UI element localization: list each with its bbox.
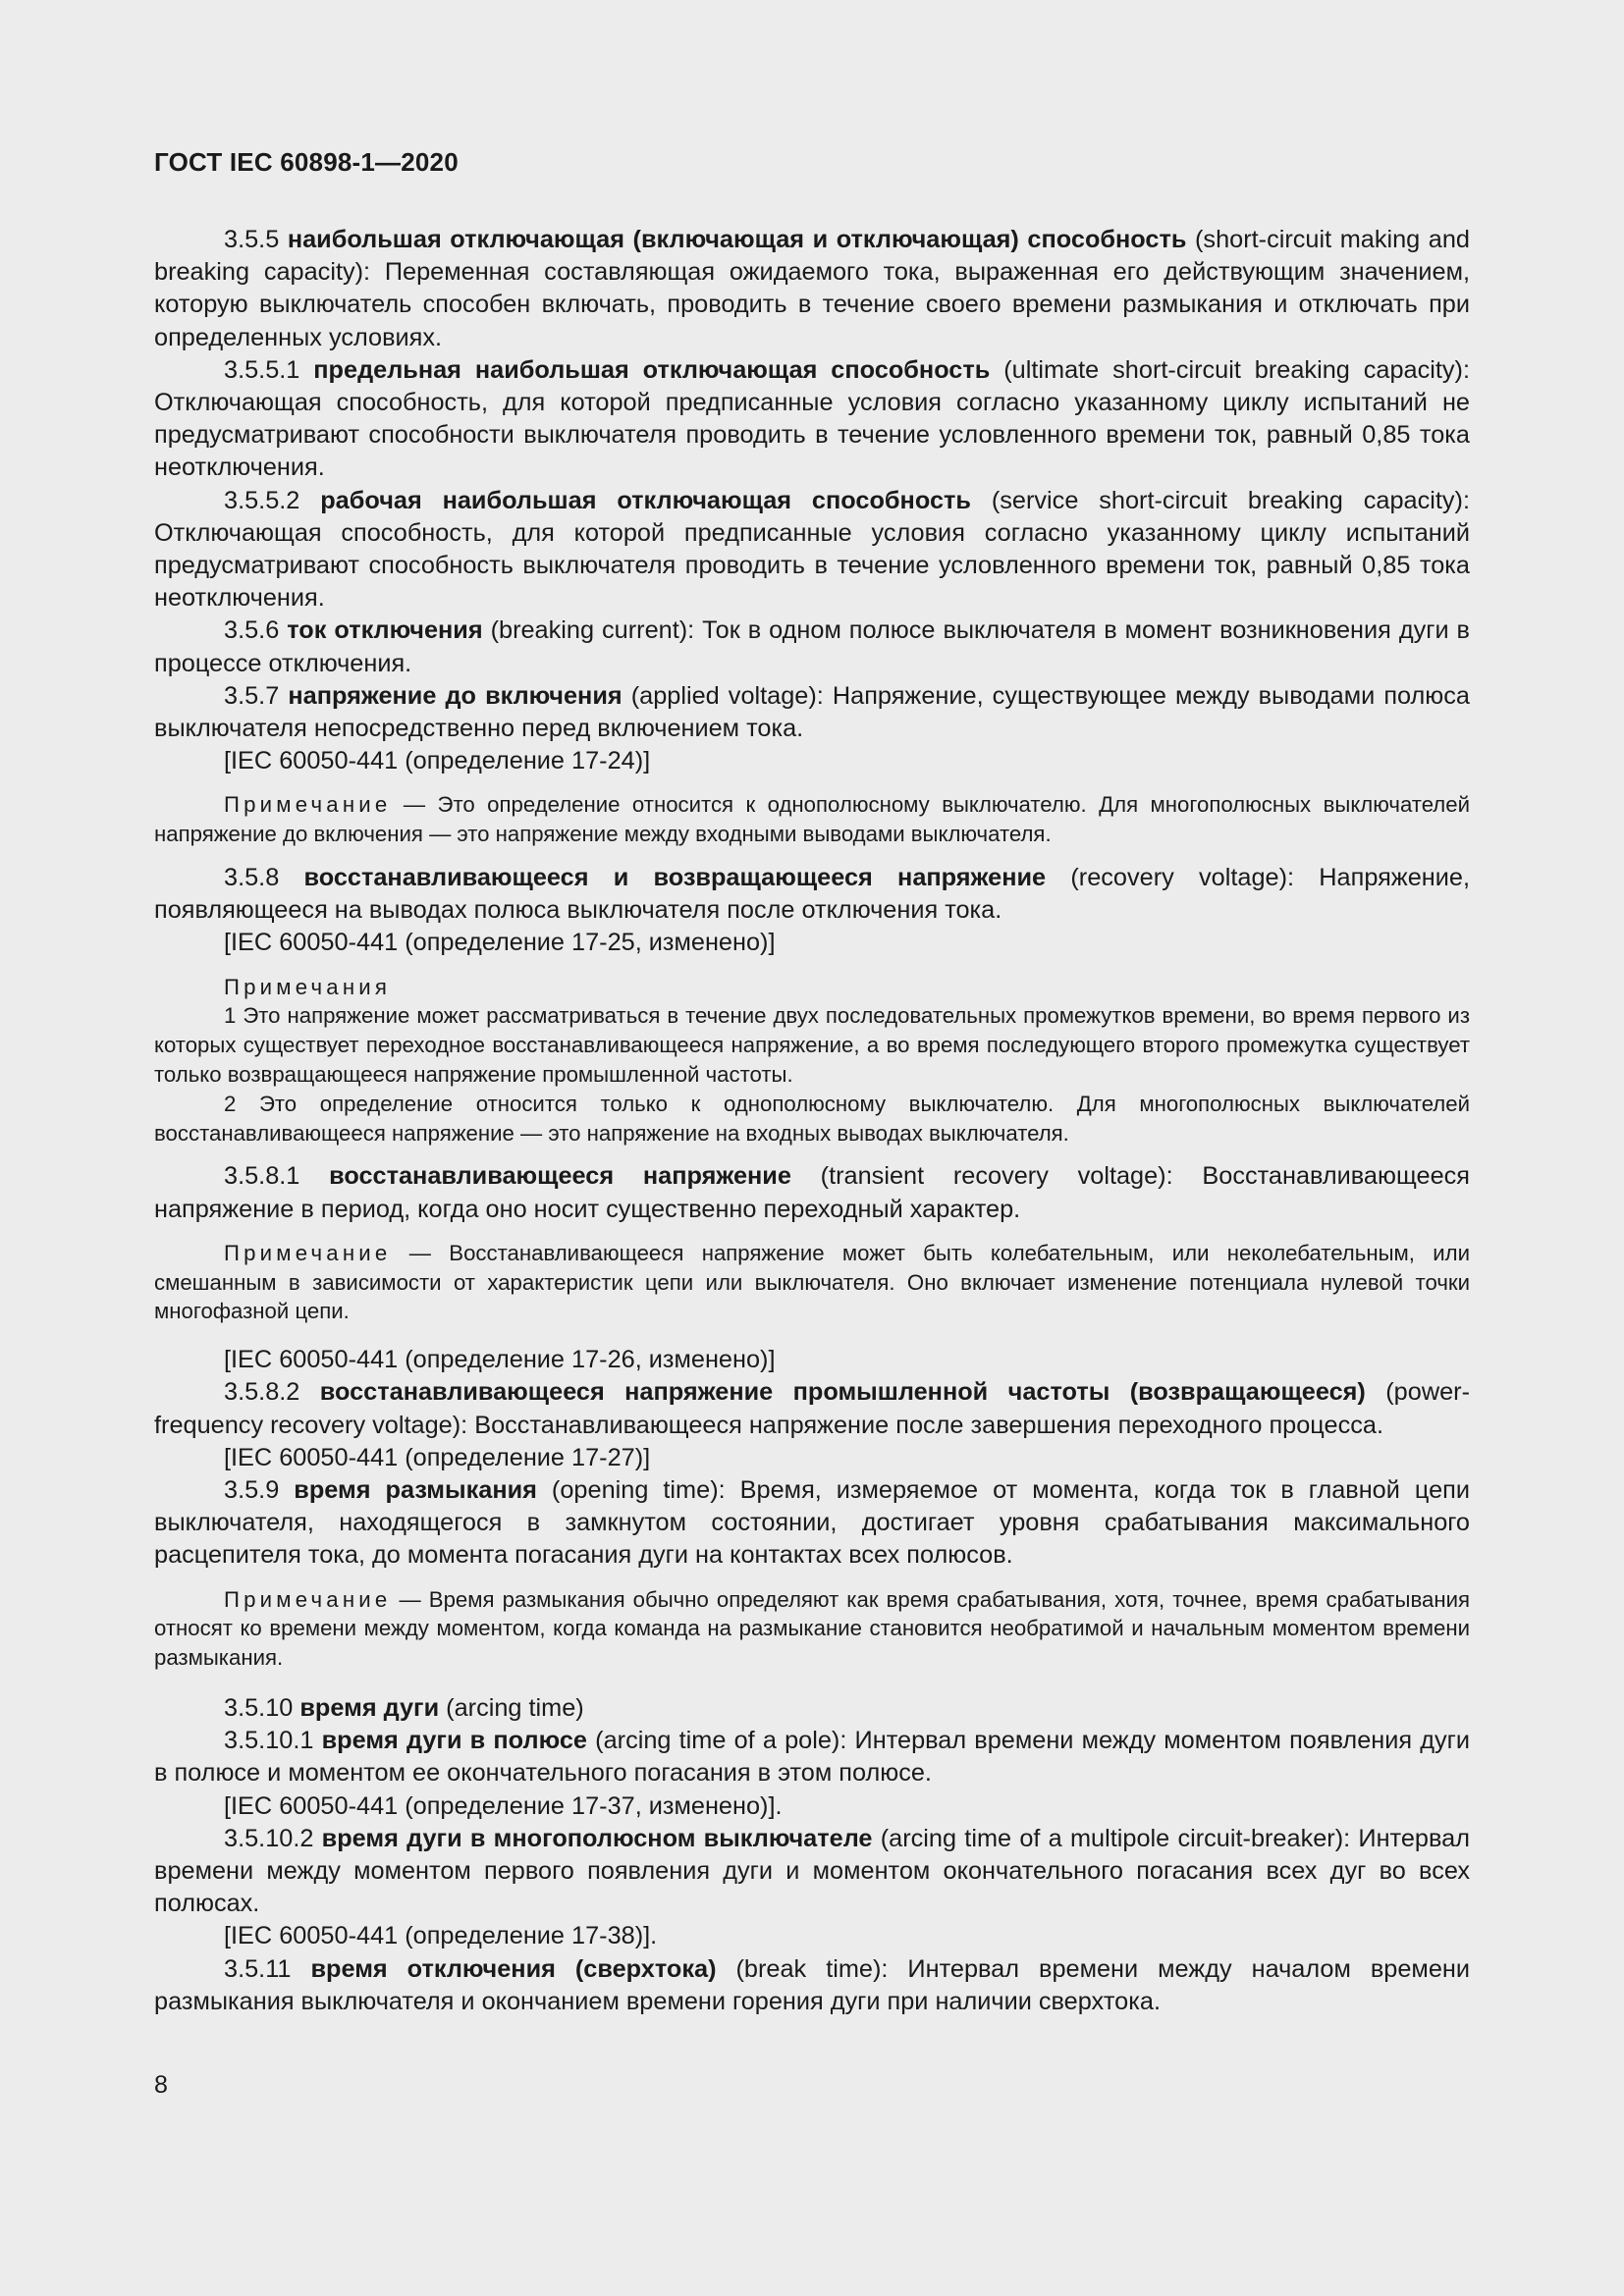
clause-text: (arcing time of a pole): Интервал времени между моментом появления дуги в полюсе и моментом ее окончательного погасания в этом полюсе.: [154, 1727, 1470, 1788]
clause-3-5-5: [154, 224, 1470, 354]
clause-term: рабочая наибольшая отключающая способность: [320, 486, 971, 514]
note: [154, 1239, 1470, 1326]
clause-number: 3.5.6: [224, 616, 288, 645]
clause-text: (arcing time): [439, 1694, 584, 1723]
clause-3-5-5-2: [154, 485, 1470, 615]
clause-text: (applied voltage): Напряжение, существующее между выводами полюса выключателя непосредственно перед включением тока.: [154, 681, 1470, 743]
clause-3-5-10: [154, 1692, 1470, 1725]
reference: [IEC 60050-441 (определение 17-26, изменено)]: [224, 1346, 776, 1374]
clause-text: (recovery voltage): Напряжение, появляющееся на выводах полюса выключателя после отключения тока.: [154, 864, 1470, 925]
notes-heading: [154, 973, 1470, 1002]
note: [154, 790, 1470, 849]
clause-text: (break time): Интервал времени между началом времени размыкания выключателя и окончанием времени горения дуги при наличии сверхтока.: [154, 1954, 1470, 2015]
reference: [IEC 60050-441 (определение 17-25, изменено)]: [224, 929, 776, 957]
clause-term: ток отключения: [287, 616, 483, 645]
clause-term: время дуги в многополюсном выключателе: [321, 1824, 873, 1852]
clause-number: 3.5.10: [224, 1694, 300, 1723]
clause-number: 3.5.8.2: [224, 1378, 320, 1407]
clause-text: (power-frequency recovery voltage): Восстанавливающееся напряжение после завершения переходного процесса.: [154, 1378, 1470, 1439]
clause-3-5-9: [154, 1474, 1470, 1573]
clause-3-5-6: [154, 614, 1470, 679]
clause-term: предельная наибольшая отключающая способность: [313, 355, 991, 384]
note-text: — Восстанавливающееся напряжение может быть колебательным, или неколебательным, или смешанным в зависимости от характеристик цепи или выключателя. Оно включает изменение потенциала нулевой точки многофазной цепи.: [154, 1240, 1470, 1324]
clause-term: наибольшая отключающая (включающая и отключающая) способность: [287, 226, 1187, 253]
clause-3-5-10-1: [154, 1725, 1470, 1789]
note-text: — Время размыкания обычно определяют как время срабатывания, хотя, точнее, время срабатывания относят ко времени между моментом, когда команда на размыкание становится необратимой и начальным моментом времени размыкания.: [154, 1586, 1470, 1671]
reference: [IEC 60050-441 (определение 17-27)]: [224, 1443, 651, 1471]
clause-3-5-11: [154, 1953, 1470, 2018]
clause-text: (transient recovery voltage): Восстанавливающееся напряжение в период, когда оно носит существенно переходный характер.: [154, 1162, 1470, 1223]
page-number: 8: [154, 2071, 168, 2099]
clause-number: 3.5.10.2: [224, 1824, 322, 1852]
clause-text: (short-circuit making and breaking capacity): Переменная составляющая ожидаемого тока, выраженная его действующим значением, которую выключатель способен включать, проводить в течение своего времени размыкания и отключать при определенных условиях.: [154, 226, 1470, 351]
clause-number: 3.5.5.1: [224, 355, 314, 384]
document-header: ГОСТ IEC 60898-1—2020: [154, 147, 459, 177]
note-label: Примечание: [224, 1586, 392, 1612]
clause-3-5-5-1: [154, 354, 1470, 485]
clause-number: 3.5.9: [224, 1476, 295, 1505]
clause-number: 3.5.5.2: [224, 486, 321, 514]
clause-term: напряжение до включения: [288, 681, 623, 710]
clause-number: 3.5.10.1: [224, 1727, 322, 1755]
clause-number: 3.5.8.1: [224, 1162, 330, 1191]
clause-number: 3.5.7: [224, 681, 289, 710]
note-item-2: 2 Это определение относится только к однополюсному выключателю. Для многополюсных выключателей восстанавливающееся напряжение — это напряжение на входных выводах выключателя.: [154, 1091, 1470, 1146]
clause-3-5-7: [154, 680, 1470, 745]
clause-number: 3.5.5: [224, 226, 288, 253]
reference: [IEC 60050-441 (определение 17-38)].: [224, 1922, 658, 1950]
clause-term: время дуги в полюсе: [321, 1727, 587, 1755]
note: [154, 1585, 1470, 1673]
clause-term: время отключения (сверхтока): [310, 1954, 717, 1983]
clause-term: восстанавливающееся и возвращающееся напряжение: [303, 864, 1047, 892]
clause-3-5-8-2: [154, 1376, 1470, 1441]
note-label: Примечания: [224, 974, 392, 999]
note-text: — Это определение относится к однополюсному выключателю. Для многополюсных выключателей напряжение до включения — это напряжение между входными выводами выключателя.: [154, 792, 1470, 847]
note-item-1: 1 Это напряжение может рассматриваться в течение двух последовательных промежутков времени, во время первого из которых существует переходное восстанавливающееся напряжение, а во время последующего второго промежутка существует только возвращающееся напряжение промышленной частоты.: [154, 1003, 1470, 1088]
clause-3-5-8: [154, 862, 1470, 927]
clause-3-5-10-2: [154, 1823, 1470, 1921]
clause-text: (opening time): Время, измеряемое от момента, когда ток в главной цепи выключателя, находящегося в замкнутом состоянии, достигает уровня срабатывания максимального расцепителя тока, до момента погасания дуги на контактах всех полюсов.: [154, 1476, 1470, 1570]
clause-term: время размыкания: [294, 1476, 537, 1505]
clause-3-5-8-1: [154, 1160, 1470, 1225]
document-body: [154, 224, 1470, 2018]
clause-term: время дуги: [299, 1694, 440, 1723]
clause-number: 3.5.8: [224, 864, 304, 892]
clause-number: 3.5.11: [224, 1954, 311, 1983]
reference: [IEC 60050-441 (определение 17-24)]: [224, 747, 651, 775]
clause-text: (ultimate short-circuit breaking capacity): Отключающая способность, для которой предписанные условия согласно указанному циклу испытаний не предусматривают способности выключателя проводить в течение условленного времени ток, равный 0,85 тока неотключения.: [154, 355, 1470, 482]
reference: [IEC 60050-441 (определение 17-37, изменено)].: [224, 1791, 783, 1820]
note-label: Примечание: [224, 1240, 392, 1265]
clause-text: (service short-circuit breaking capacity): Отключающая способность, для которой предписанные условия согласно указанному циклу испытаний предусматривают способность выключателя проводить в течение условленного времени ток, равный 0,85 тока неотключения.: [154, 486, 1470, 613]
note-label: Примечание: [224, 792, 392, 818]
clause-text: (breaking current): Ток в одном полюсе выключателя в момент возникновения дуги в процессе отключения.: [154, 616, 1470, 677]
clause-text: (arcing time of a multipole circuit-breaker): Интервал времени между моментом первого появления дуги и моментом окончательного погасания всех дуг во всех полюсах.: [154, 1824, 1470, 1918]
clause-term: восстанавливающееся напряжение промышленной частоты (возвращающееся): [319, 1378, 1366, 1407]
clause-term: восстанавливающееся напряжение: [329, 1162, 791, 1191]
